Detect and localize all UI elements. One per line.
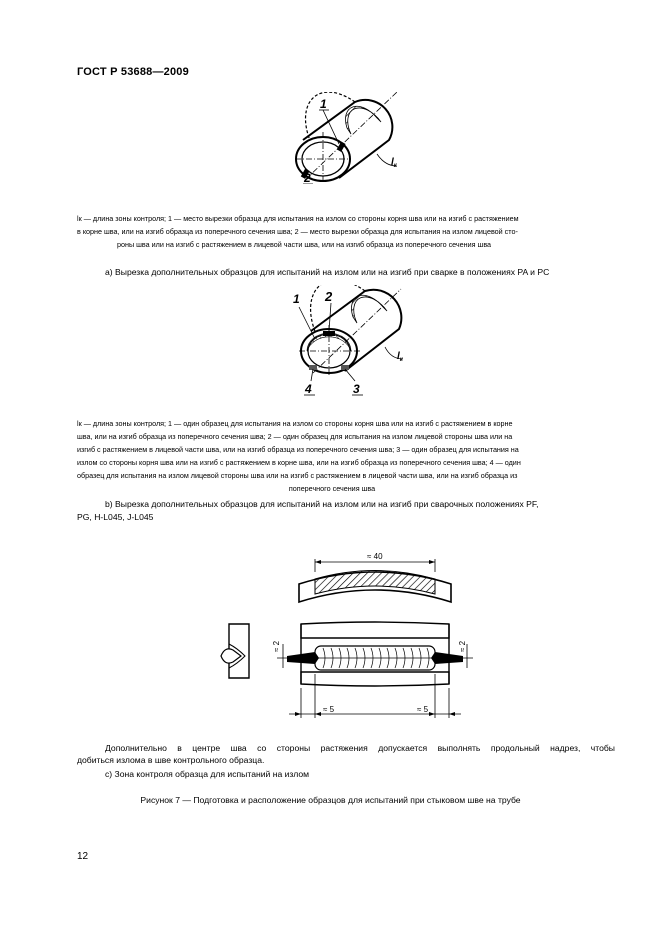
caption-line: PG, H-L045, J-L045 — [77, 512, 154, 522]
figure-b-legend — [77, 417, 617, 495]
dim-2-left: ≈ 2 — [272, 640, 281, 652]
legend-line: роны шва или на изгиб с растяжением в лицевой части шва, или на изгиб образца из поперечного сечения шва — [117, 240, 492, 249]
dim-40: ≈ 40 — [367, 552, 383, 561]
label-1: 1 — [293, 292, 300, 306]
legend-line: поперечного сечения шва — [288, 484, 376, 493]
dim-5-left: ≈ 5 — [323, 705, 335, 714]
legend-line: шва, или на изгиб образца из поперечного сечения шва; 2 — один образец для испытания на излом лицевой стороны шва или на — [77, 432, 513, 441]
legend-line: lк — длина зоны контроля; 1 — место вырезки образца для испытания на излом со стороны корня шва или на изгиб с растяжением — [77, 214, 519, 223]
dim-5-right: ≈ 5 — [417, 705, 429, 714]
figure-c-note — [77, 742, 615, 766]
figure-c-drawing — [215, 548, 475, 720]
figure-a-legend — [77, 212, 617, 251]
figure-b-caption — [77, 498, 615, 524]
figure-title: Рисунок 7 — Подготовка и расположение образцов для испытаний при стыковом шве на трубе — [140, 795, 521, 805]
document-header: ГОСТ Р 53688—2009 — [77, 66, 189, 78]
label-lk: $l_к$ — [397, 351, 403, 363]
dim-2-right: ≈ 2 — [458, 640, 467, 652]
figure-c-caption: c) Зона контроля образца для испытаний на излом — [105, 769, 310, 779]
legend-line: изгиб с растяжением в лицевой части шва, или на изгиб образца из поперечного сечения шва; 3 — один образец для испытания на — [77, 445, 519, 454]
caption-line: b) Вырезка дополнительных образцов для испытаний на излом или на изгиб при сварочных положениях PF, — [105, 499, 539, 509]
legend-line: lк — длина зоны контроля; 1 — один образец для испытания на излом со стороны корня шва или на изгиб с растяжением в корне — [77, 419, 513, 428]
legend-line: образец для испытания на излом лицевой стороны шва или на изгиб с растяжением в лицевой части шва, или на изгиб образца из — [77, 471, 518, 480]
note-line: добиться излома в шве контрольного образца. — [77, 755, 265, 765]
figure-a-caption: a) Вырезка дополнительных образцов для испытаний на излом или на изгиб при сварке в положениях PA и PC — [105, 267, 550, 277]
label-2: 2 — [304, 171, 311, 184]
figure-b-drawing — [285, 285, 415, 397]
label-1: 1 — [320, 97, 327, 111]
label-2: 2 — [325, 289, 333, 304]
figure-a-drawing — [285, 92, 415, 184]
note-line: Дополнительно в центре шва со стороны растяжения допускается выполнять продольный надрез, чтобы — [105, 743, 615, 753]
label-4: 4 — [305, 382, 312, 396]
page-number: 12 — [77, 851, 89, 862]
label-lk: $l_к$ — [391, 157, 397, 169]
legend-line: в корне шва, или на изгиб образца из поперечного сечения шва; 2 — место вырезки образца для испытания на излом лицевой сто- — [77, 227, 518, 236]
label-3: 3 — [353, 382, 360, 396]
legend-line: излом со стороны корня шва или на изгиб с растяжением в корне шва, или на изгиб образца из поперечного сечения шва; 4 — один — [77, 458, 521, 467]
